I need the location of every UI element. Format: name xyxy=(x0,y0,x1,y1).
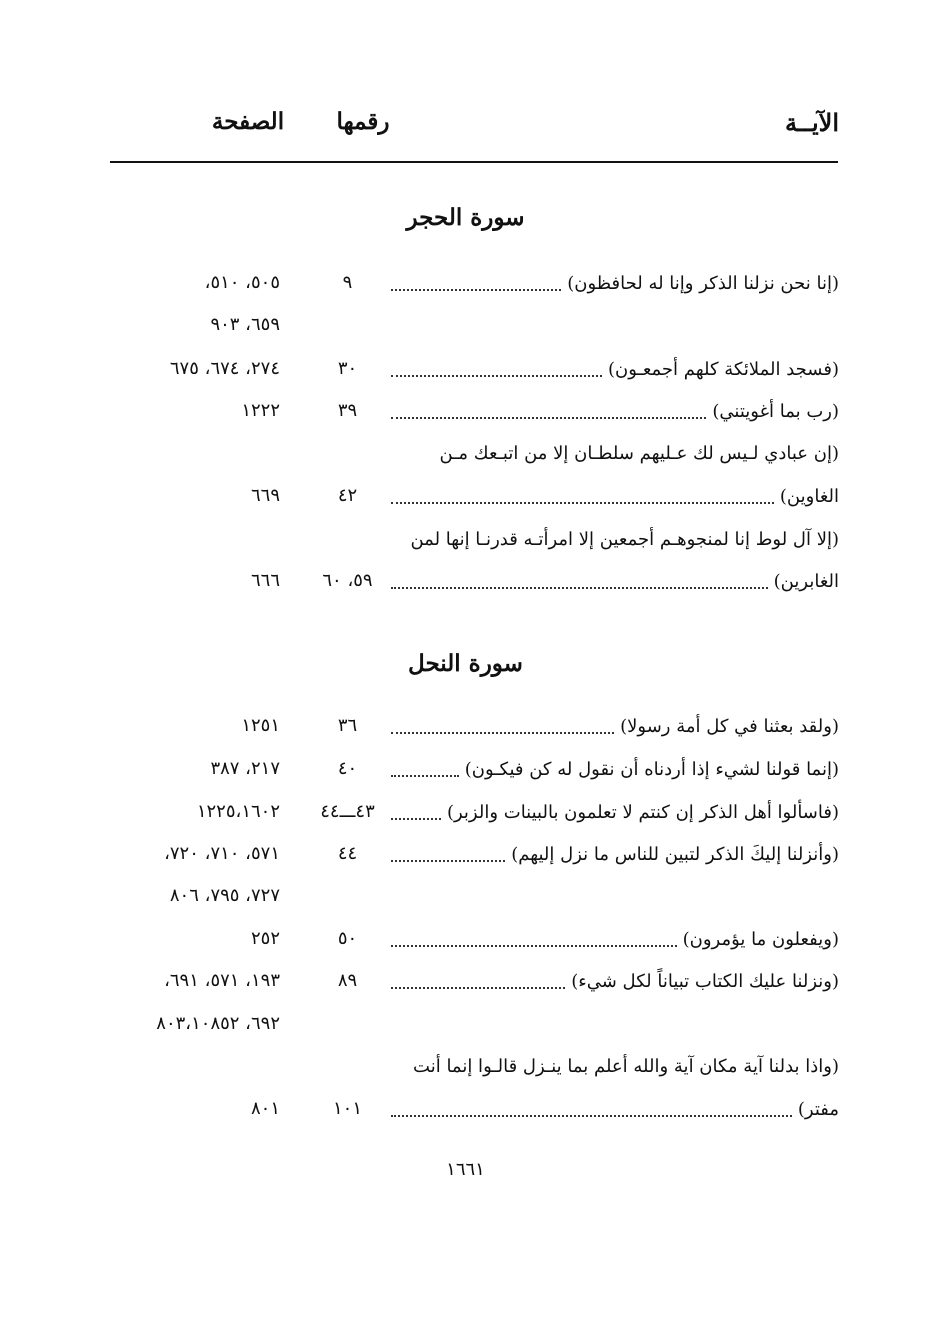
header-number: رقمها xyxy=(336,108,390,135)
ayah-text: (إن عبادي لـيس لك عـليهم سلطـان إلا من اتبـعك مـن xyxy=(439,442,839,464)
header-page: الصفحة xyxy=(211,108,285,135)
ayah-text: (وأنزلنا إليكَ الذكر لتبين للناس ما نزل إليهم) xyxy=(511,843,839,865)
table-row xyxy=(100,352,839,386)
ayah-number: ٣٠ xyxy=(337,358,358,379)
ayah-text-cell xyxy=(389,522,839,556)
page-numbers: ٢٥٢ xyxy=(250,928,280,949)
dot-leader xyxy=(391,728,614,734)
ayah-text: (فسجد الملائكة كلهم أجمعـون) xyxy=(608,358,839,380)
ayah-text-cell xyxy=(389,1007,839,1041)
dot-leader xyxy=(391,856,505,862)
dot-leader xyxy=(391,941,677,947)
ayah-number xyxy=(300,522,395,556)
ayah-number xyxy=(300,436,395,470)
page-numbers: ١٢٢٥،١٦٠٢ xyxy=(196,801,280,822)
ayah-number: ٤٤ xyxy=(337,843,358,864)
dot-leader xyxy=(391,413,706,419)
ayah-number xyxy=(300,1007,395,1041)
table-row xyxy=(100,394,839,428)
ayah-text-cell xyxy=(389,709,839,743)
page-numbers xyxy=(100,1049,280,1083)
page-numbers: ١٢٥١ xyxy=(241,715,280,736)
ayah-text: (ويفعلون ما يؤمرون) xyxy=(682,928,839,950)
ayah-number: ٥٠ xyxy=(337,928,358,949)
ayah-number: ٤٣ـــ٤٤ xyxy=(320,801,375,822)
page-numbers: ٢٧٤، ٦٧٤، ٦٧٥ xyxy=(169,358,280,379)
table-header xyxy=(110,108,839,148)
ayah-text-cell xyxy=(389,1049,839,1083)
ayah-number: ٨٩ xyxy=(337,970,358,991)
ayah-text-cell xyxy=(389,308,839,342)
ayah-text-cell xyxy=(389,436,839,470)
page-numbers: ٥٠٥، ٥١٠، xyxy=(204,272,280,293)
table-row xyxy=(100,564,839,598)
page-numbers: ٦٦٦ xyxy=(250,570,280,591)
dot-leader xyxy=(391,1111,792,1117)
ayah-text-cell xyxy=(389,752,839,786)
ayah-text-cell xyxy=(389,394,839,428)
ayah-text: (إلا آل لوط إنا لمنجوهـم أجمعين إلا امرأتـه قدرنـا إنها لمن xyxy=(410,528,839,550)
ayah-number: ٥٩، ٦٠ xyxy=(322,570,373,591)
ayah-text: مفتر) xyxy=(797,1098,839,1120)
ayah-text: (واذا بدلنا آية مكان آية والله أعلم بما ينـزل قالـوا إنما أنت xyxy=(413,1055,839,1077)
table-row xyxy=(100,837,839,871)
table-row xyxy=(100,1007,839,1041)
table-row xyxy=(100,879,839,913)
table-row xyxy=(100,479,839,513)
page-numbers: ١٢٢٢ xyxy=(241,400,280,421)
page-numbers xyxy=(100,522,280,556)
header-divider xyxy=(110,161,838,163)
dot-leader xyxy=(391,371,602,377)
page-numbers: ٥٧١، ٧١٠، ٧٢٠، xyxy=(164,843,280,864)
dot-leader xyxy=(391,498,774,504)
ayah-number: ٤٢ xyxy=(337,485,358,506)
ayah-number: ٤٠ xyxy=(337,758,358,779)
table-row xyxy=(100,1049,839,1083)
page-number: ١٦٦١ xyxy=(446,1159,485,1180)
ayah-number xyxy=(300,879,395,913)
ayah-text-cell xyxy=(389,837,839,871)
dot-leader xyxy=(391,583,768,589)
ayah-text: (رب بما أغويتني) xyxy=(712,400,839,422)
page-numbers: ٧٢٧، ٧٩٥، ٨٠٦ xyxy=(169,885,280,906)
ayah-number: ٩ xyxy=(342,272,353,293)
ayah-text: (ونزلنا عليك الكتاب تبياناً لكل شيء) xyxy=(571,970,839,992)
surah-title-al-hijr: سورة الحجر xyxy=(406,204,525,231)
page-numbers: ٦٩٢، ٨٠٣،١٠٨٥٢ xyxy=(156,1013,280,1034)
table-row xyxy=(100,308,839,342)
table-row xyxy=(100,1092,839,1126)
page-numbers: ١٩٣، ٥٧١، ٦٩١، xyxy=(164,970,280,991)
ayah-text-cell xyxy=(389,266,839,300)
ayah-text-cell xyxy=(389,964,839,998)
page-numbers: ٨٠١ xyxy=(250,1098,280,1119)
ayah-text: الغابرين) xyxy=(773,570,839,592)
table-row xyxy=(100,752,839,786)
page-numbers: ٦٥٩، ٩٠٣ xyxy=(210,314,280,335)
ayah-text-cell xyxy=(389,879,839,913)
ayah-text: (إنما قولنا لشيء إذا أردناه أن نقول له كن فيكـون) xyxy=(464,758,839,780)
ayah-text: الغاوين) xyxy=(779,485,839,507)
dot-leader xyxy=(391,771,459,777)
ayah-text-cell xyxy=(389,352,839,386)
ayah-number: ٣٩ xyxy=(337,400,358,421)
ayah-text: (إنا نحن نزلنا الذكر وإنا له لحافظون) xyxy=(567,272,839,294)
ayah-text-cell xyxy=(389,564,839,598)
table-row xyxy=(100,436,839,470)
table-row xyxy=(100,266,839,300)
ayah-number xyxy=(300,308,395,342)
table-row xyxy=(100,795,839,829)
surah-title-an-nahl: سورة النحل xyxy=(408,650,523,677)
dot-leader xyxy=(391,983,565,989)
ayah-text: (ولقد بعثنا في كل أمة رسولا) xyxy=(620,715,839,737)
table-row xyxy=(100,964,839,998)
header-ayah: الآيــة xyxy=(785,108,839,137)
dot-leader xyxy=(391,814,441,820)
table-row xyxy=(100,922,839,956)
page-numbers: ٢١٧، ٣٨٧ xyxy=(210,758,280,779)
ayah-number xyxy=(300,1049,395,1083)
table-row xyxy=(100,522,839,556)
ayah-number: ١٠١ xyxy=(332,1098,362,1119)
ayah-text-cell xyxy=(389,1092,839,1126)
ayah-text-cell xyxy=(389,922,839,956)
ayah-text-cell xyxy=(389,795,839,829)
ayah-text: (فاسألوا أهل الذكر إن كنتم لا تعلمون بالبينات والزبر) xyxy=(446,801,839,823)
ayah-text-cell xyxy=(389,479,839,513)
table-row xyxy=(100,709,839,743)
page-numbers xyxy=(100,436,280,470)
ayah-number: ٣٦ xyxy=(337,715,358,736)
page-numbers: ٦٦٩ xyxy=(250,485,280,506)
dot-leader xyxy=(391,285,561,291)
